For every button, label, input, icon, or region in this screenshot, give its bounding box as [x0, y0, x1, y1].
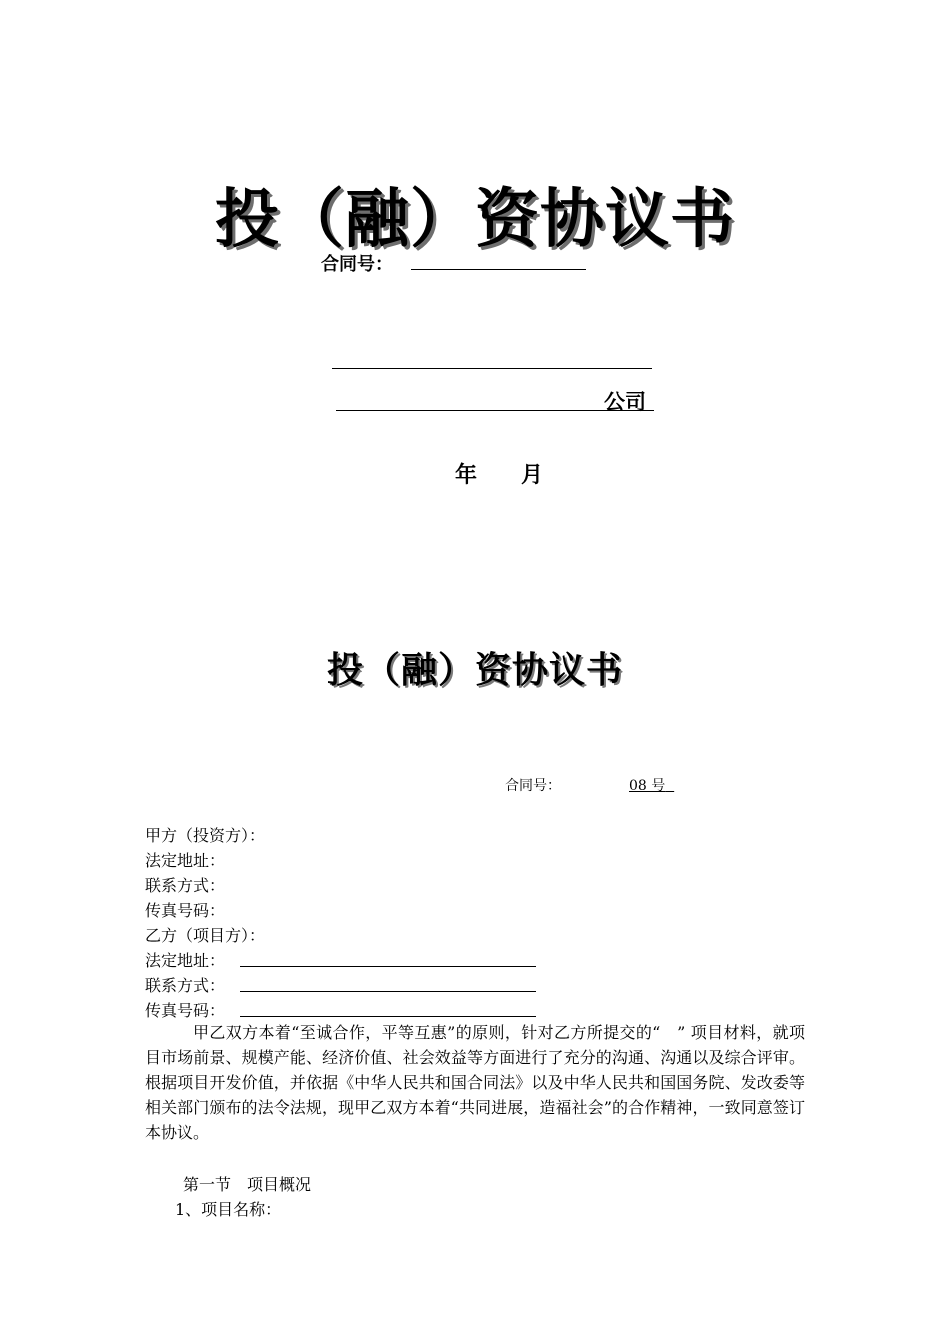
contract-no-label: 合同号： — [505, 778, 561, 794]
contract-no-value: 08 号 — [629, 778, 666, 794]
cover-month: 月 — [521, 463, 544, 488]
party-b-fax-blank — [240, 1016, 536, 1017]
cover-company-suffix: 公司 — [604, 390, 646, 414]
party-b-contact-blank — [240, 991, 536, 992]
party-b-contact-label: 联系方式： — [145, 976, 226, 995]
main-title: 投（融）资协议书 — [326, 650, 623, 691]
cover-blank-line-1 — [332, 368, 652, 369]
party-b-address-label: 法定地址： — [145, 951, 226, 970]
party-b-address-blank — [240, 966, 536, 967]
cover-contract-no-blank — [411, 269, 586, 270]
party-a-contact-label: 联系方式： — [145, 876, 226, 895]
party-b-heading: 乙方（项目方）： — [145, 926, 266, 945]
party-b-fax-label: 传真号码： — [145, 1001, 226, 1020]
party-a-fax-label: 传真号码： — [145, 901, 226, 920]
intro-paragraph: 甲乙双方本着“至诚合作，平等互惠”的原则，针对乙方所提交的“ ” 项目材料，就项目市场前景、规模产能、经济价值、社会效益等方面进行了充分的沟通、沟通以及综合评审。根据项目开发价值，并依据《中华人民共和国合同法》以及中华人民共和国国务院、发改委等相关部门颁布的法令法规，现甲乙双方本着“共同进展，造福社会”的合作精神，一致同意签订本协议。 — [145, 1023, 805, 1142]
cover-year: 年 — [455, 463, 478, 488]
cover-contract-no-label: 合同号： — [321, 254, 393, 275]
party-a-heading: 甲方（投资方）： — [145, 826, 266, 845]
cover-title: 投（融）资协议书 — [215, 183, 735, 257]
section-heading: 第一节 项目概况 — [183, 1175, 312, 1194]
party-a-address-label: 法定地址： — [145, 851, 226, 870]
project-name-item: 1、项目名称： — [175, 1200, 282, 1219]
